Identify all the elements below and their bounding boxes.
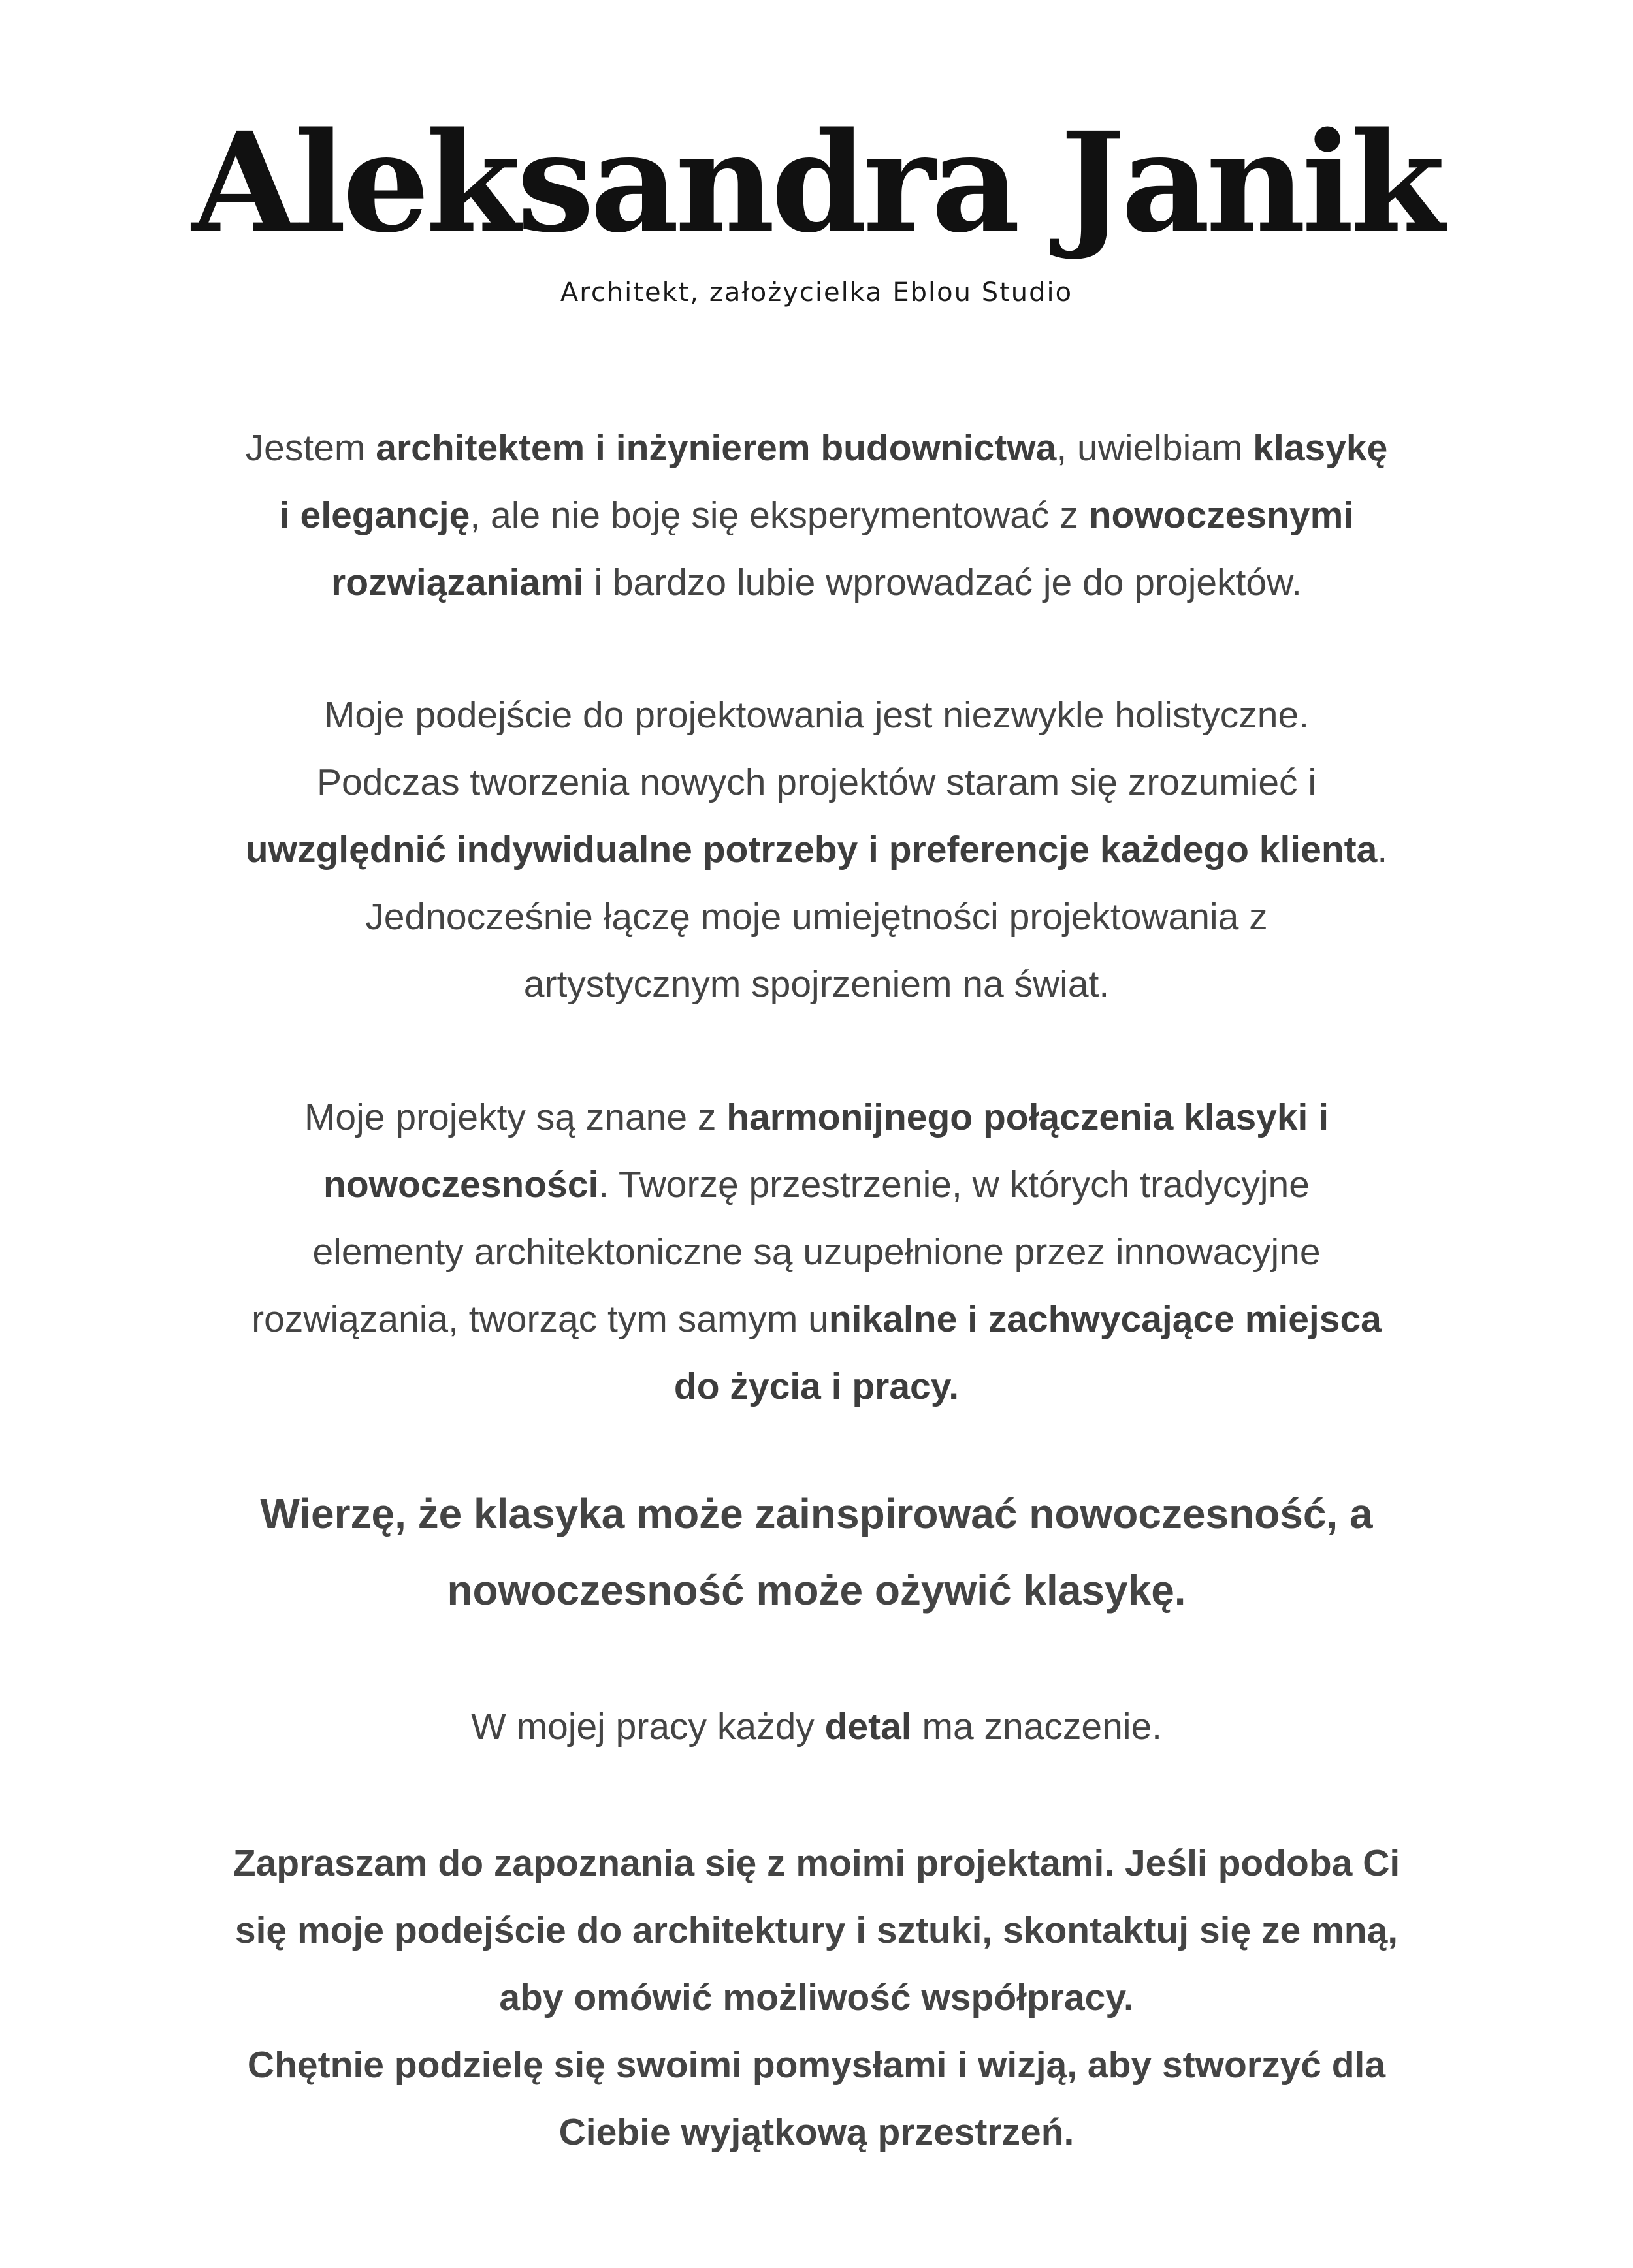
text-line: Jednocześnie łączę moje umiejętności projektowania z xyxy=(365,896,1268,938)
text-line xyxy=(131,1084,1502,1151)
text-run: , uwielbiam xyxy=(1056,427,1253,469)
text-line: się moje podejście do architektury i sztuki, skontaktuj się ze mną, xyxy=(234,1909,1399,1951)
bold-text: do życia i pracy. xyxy=(673,1366,960,1407)
detail-paragraph xyxy=(131,1693,1502,1761)
text-line xyxy=(131,1286,1502,1353)
bold-text: harmonijnego połączenia klasyki i xyxy=(726,1096,1329,1138)
text-run: Moje projekty są znane z xyxy=(304,1096,727,1138)
text-run: rozwiązania, tworząc tym samym u xyxy=(251,1298,829,1340)
text-line xyxy=(131,482,1502,549)
text-line: Zapraszam do zapoznania się z moimi projektami. Jeśli podoba Ci xyxy=(233,1842,1400,1884)
text-run: , ale nie boję się eksperymentować z xyxy=(470,494,1089,536)
text-run: W mojej pracy każdy xyxy=(470,1706,825,1748)
bold-text: i elegancję xyxy=(279,494,470,536)
bold-text: nikalne i zachwycające miejsca xyxy=(828,1298,1382,1340)
text-line: elementy architektoniczne są uzupełnione przez innowacyjne xyxy=(312,1231,1321,1273)
text-line xyxy=(131,1693,1502,1761)
bold-text: detal xyxy=(824,1706,912,1748)
text-line xyxy=(131,1353,1502,1420)
text-run: Jestem xyxy=(245,427,376,469)
page-subtitle: Architekt, założycielka Eblou Studio xyxy=(560,278,1073,308)
invitation-paragraph xyxy=(131,1830,1502,2166)
projects-paragraph xyxy=(131,1084,1502,1420)
bold-text: klasykę xyxy=(1253,427,1388,469)
text-line: Podczas tworzenia nowych projektów staram się zrozumieć i xyxy=(316,761,1317,803)
bold-text: nowoczesnymi xyxy=(1088,494,1354,536)
text-line xyxy=(131,1151,1502,1219)
text-line: artystycznym spojrzeniem na świat. xyxy=(523,963,1110,1005)
text-line: nowoczesność może ożywić klasykę. xyxy=(447,1567,1186,1614)
text-line xyxy=(131,549,1502,616)
text-run: ma znaczenie. xyxy=(911,1706,1163,1748)
text-line: Chętnie podzielę się swoimi pomysłami i wizją, aby stworzyć dla xyxy=(247,2044,1386,2086)
bold-text: nowoczesności xyxy=(323,1164,599,1206)
text-run: . Tworzę przestrzenie, w których tradycyjne xyxy=(598,1164,1310,1206)
text-run: . xyxy=(1377,829,1388,870)
bold-text: rozwiązaniami xyxy=(331,562,584,603)
bold-text: architektem i inżynierem budownictwa xyxy=(376,427,1057,469)
text-line: aby omówić możliwość współpracy. xyxy=(499,1977,1134,2019)
approach-paragraph xyxy=(131,682,1502,1018)
text-line: Wierzę, że klasyka może zainspirować nowoczesność, a xyxy=(260,1490,1373,1537)
page-title: Aleksandra Janik xyxy=(191,102,1442,263)
text-run: i bardzo lubie wprowadzać je do projektów. xyxy=(583,562,1302,603)
bold-text: uwzględnić indywidualne potrzeby i preferencje każdego klienta xyxy=(245,829,1378,870)
text-line xyxy=(131,415,1502,482)
intro-paragraph xyxy=(131,415,1502,616)
text-line: Moje podejście do projektowania jest niezwykle holistyczne. xyxy=(323,694,1310,736)
text-line xyxy=(131,816,1502,884)
quote-paragraph xyxy=(131,1476,1502,1629)
text-line: Ciebie wyjątkową przestrzeń. xyxy=(558,2111,1075,2153)
